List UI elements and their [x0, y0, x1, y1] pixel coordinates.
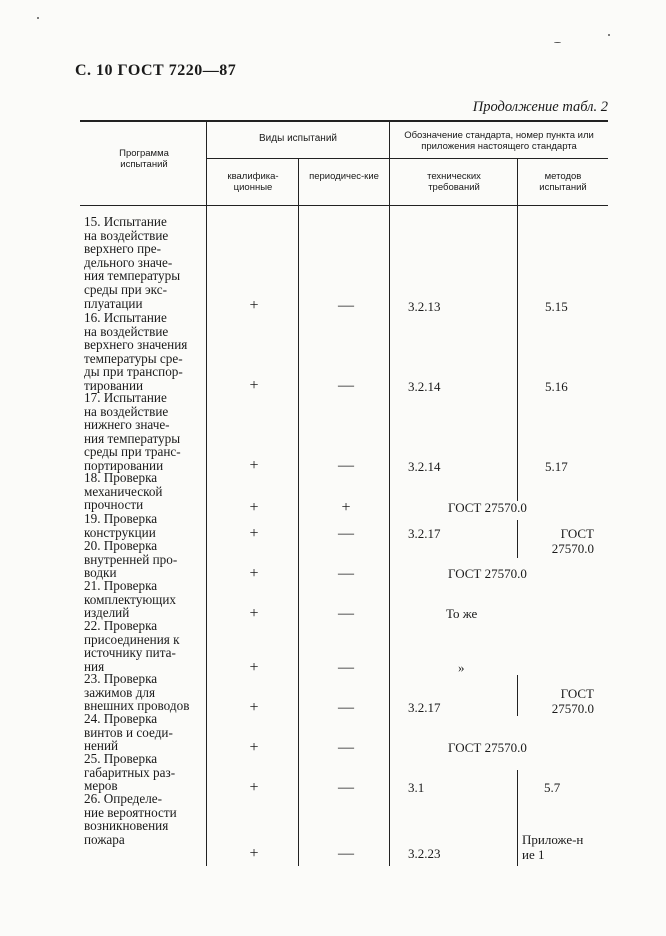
- row-15-tech: 3.2.13: [408, 299, 441, 314]
- row-19-qualification: +: [249, 525, 259, 542]
- row-25-periodic: —: [338, 779, 354, 796]
- row-16-qualification: +: [249, 377, 259, 394]
- row-23-qualification: +: [249, 699, 259, 716]
- col-divider-4-d: [517, 770, 518, 866]
- row-17-tech: 3.2.14: [408, 459, 441, 474]
- col-divider-1: [206, 121, 207, 866]
- row-25-tech: 3.1: [408, 780, 425, 795]
- row-25-text: 25. Проверка габаритных раз- меров: [84, 751, 176, 794]
- row-24-periodic: —: [338, 739, 354, 756]
- row-18-span: ГОСТ 27570.0: [448, 500, 527, 515]
- row-24-text: 24. Проверка винтов и соеди- нений: [84, 711, 173, 754]
- row-17-method: 5.17: [545, 459, 568, 474]
- row-18-qualification: +: [249, 499, 259, 516]
- row-23-tech: 3.2.17: [408, 700, 441, 715]
- header-designation: Обозначение стандарта, номер пункта или приложения настоящего стандарта: [404, 130, 594, 152]
- row-19-text: 19. Проверка конструкции: [84, 511, 158, 540]
- subheader-rule-right: [390, 158, 608, 159]
- row-20-text: 20. Проверка внутренней про- водки: [84, 538, 178, 581]
- header-qualification: квалифика-ционные: [227, 171, 279, 193]
- row-20-span: ГОСТ 27570.0: [448, 566, 527, 581]
- row-17-periodic: —: [338, 457, 354, 474]
- row-20-periodic: —: [338, 565, 354, 582]
- header-periodic: периодичес-кие: [309, 171, 379, 182]
- row-23-text: 23. Проверка зажимов для внешних проводов: [84, 671, 190, 714]
- header-test-types: Виды испытаний: [259, 133, 337, 144]
- row-25-method: 5.7: [544, 780, 561, 795]
- row-22-text: 22. Проверка присоединения к источнику пита- ния: [84, 618, 180, 674]
- row-15-periodic: —: [338, 297, 354, 314]
- row-26-periodic: —: [338, 845, 354, 862]
- header-programs: Программа испытаний: [119, 148, 169, 170]
- row-18-text: 18. Проверка механической прочности: [84, 470, 163, 513]
- scan-speck: [608, 34, 610, 36]
- row-15-text: 15. Испытание на воздействие верхнего пре- дельного значе- ния температуры среды при экс- плуатации: [84, 214, 181, 311]
- row-24-span: ГОСТ 27570.0: [448, 740, 527, 755]
- table-top-rule: [80, 120, 608, 122]
- row-26-method: Приложе-ние 1: [522, 832, 584, 862]
- col-divider-4-b: [517, 520, 518, 558]
- row-21-periodic: —: [338, 605, 354, 622]
- row-22-qualification: +: [249, 659, 259, 676]
- row-16-method: 5.16: [545, 379, 568, 394]
- row-21-span: То же: [446, 606, 478, 621]
- col-divider-4-c: [517, 675, 518, 716]
- row-23-method: ГОСТ 27570.0: [551, 686, 594, 716]
- row-18-periodic: +: [341, 499, 351, 516]
- header-bottom-rule: [80, 205, 608, 206]
- row-26-qualification: +: [249, 845, 259, 862]
- header-tech-requirements: технических требований: [427, 171, 481, 193]
- row-19-tech: 3.2.17: [408, 526, 441, 541]
- row-26-tech: 3.2.23: [408, 846, 441, 861]
- col-divider-3: [389, 121, 390, 866]
- row-19-method: ГОСТ 27570.0: [551, 526, 594, 556]
- row-17-qualification: +: [249, 457, 259, 474]
- row-26-text: 26. Определе- ние вероятности возникновения пожара: [84, 791, 177, 847]
- row-24-qualification: +: [249, 739, 259, 756]
- row-21-qualification: +: [249, 605, 259, 622]
- row-22-periodic: —: [338, 659, 354, 676]
- col-divider-2: [298, 158, 299, 866]
- row-17-text: 17. Испытание на воздействие нижнего значе- ния температуры среды при транс- портировании: [84, 390, 181, 473]
- row-19-periodic: —: [338, 525, 354, 542]
- row-25-qualification: +: [249, 779, 259, 796]
- row-22-span: »: [458, 660, 465, 675]
- col-divider-4-a: [517, 158, 518, 501]
- scan-speck: [554, 42, 561, 43]
- row-21-text: 21. Проверка комплектующих изделий: [84, 578, 176, 621]
- row-23-periodic: —: [338, 699, 354, 716]
- row-16-periodic: —: [338, 377, 354, 394]
- row-15-method: 5.15: [545, 299, 568, 314]
- row-15-qualification: +: [249, 297, 259, 314]
- row-20-qualification: +: [249, 565, 259, 582]
- row-16-tech: 3.2.14: [408, 379, 441, 394]
- continuation-label: Продолжение табл. 2: [472, 99, 608, 115]
- scan-speck: [37, 17, 39, 19]
- header-methods: методов испытаний: [539, 171, 587, 193]
- row-16-text: 16. Испытание на воздействие верхнего значения температуры сре- ды при транспор- тировании: [84, 310, 188, 393]
- page-header: С. 10 ГОСТ 7220—87: [75, 62, 237, 79]
